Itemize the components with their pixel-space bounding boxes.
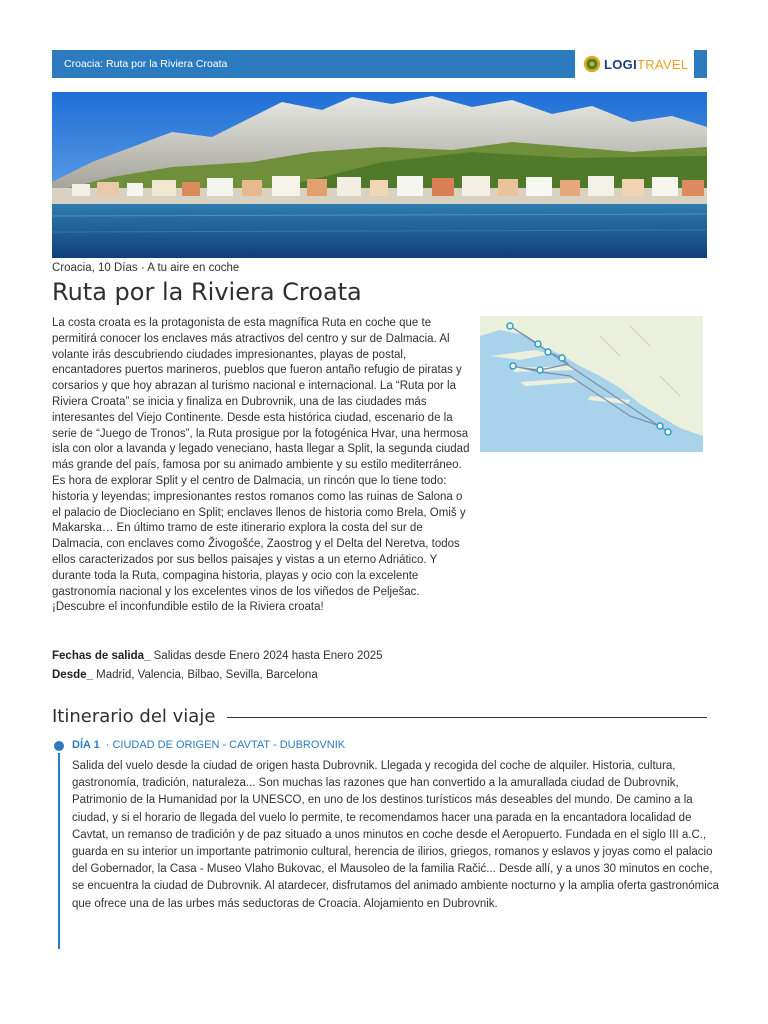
departure-dates-label: Fechas de salida_ bbox=[52, 650, 151, 662]
day-1-label: DÍA 1 bbox=[72, 739, 100, 751]
departure-cities bbox=[52, 669, 318, 681]
itinerary-title: Itinerario del viaje bbox=[52, 706, 216, 727]
departure-dates-value: Salidas desde Enero 2024 hasta Enero 2025 bbox=[153, 650, 383, 662]
logo-text-travel: TRAVEL bbox=[636, 56, 689, 72]
itinerary-divider bbox=[227, 717, 707, 718]
day-1-marker bbox=[54, 741, 64, 751]
day-1-heading bbox=[72, 739, 345, 751]
day-1-description: Salida del vuelo desde la ciudad de origen hasta Dubrovnik. Llegada y recogida del coche de alquiler. Historia, cultura, gastronomía, tradición, naturaleza... Son muchas las razones que han convertido a la amurallada ciudad de Dubrovnik, Patrimonio de la Humanidad por la UNESCO, en uno de los destinos turísticos más deseables del mundo. De camino a la ciudad, y si el horario de llegada del vuelo lo permite, te recomendamos hacer una parada en la encantadora localidad de Cavtat, un remanso de tradición y de paz situado a unos minutos en coche desde el Aeropuerto. Fundada en el siglo III a.C., guarda en su interior un importante patrimonio cultural, herencia de ilirios, griegos, romanos y eslavos y joyas como el palacio del Gobernador, la Casa - Museo Vlaho Bukovac, el Mausoleo de la familia Račić... Desde allí, y a unos 30 minutos en coche, se encuentra la ciudad de Dubrovnik. Al atardecer, disfrutamos del animado ambiente nocturno y la amplia oferta gastronómica que ofrece una de las urbes más seductoras de Croacia. Alojamiento en Dubrovnik. bbox=[72, 760, 719, 910]
document-header-bar bbox=[52, 50, 575, 78]
logo-text-logi: LOGI bbox=[604, 56, 637, 72]
logo-globe-icon bbox=[583, 55, 601, 73]
document-header-title: Croacia: Ruta por la Riviera Croata bbox=[64, 58, 228, 70]
day-1-timeline bbox=[58, 753, 60, 949]
trip-intro-text: La costa croata es la protagonista de esta magnífica Ruta en coche que te permitirá conocer los enclaves más atractivos del centro y sur de Dalmacia. Al volante irás descubriendo ciudades impresionantes, playas de postal, encantadores puertos marineros, pueblos que fueron antaño refugio de piratas y corsarios y que hoy abrazan al turismo nacional e internacional. La “Ruta por la Riviera Croata” se inicia y finaliza en Dubrovnik, una de las ciudades más interesantes del Viejo Continente. Desde esta histórica ciudad, escenario de la serie de “Juego de Tronos”, la Ruta prosigue por la fotogénica Hvar, una hermosa isla con olor a lavanda y legado veneciano, hasta llegar a Split, la segunda ciudad más grande del país, famosa por su animado ambiente y su estilo mediterráneo. Es hora de explorar Split y el centro de Dalmacia, un rincón que lo tiene todo: historia y leyendas; impresionantes restos romanos como las ruinas de Salona o el palacio de Diocleciano en Split; enclaves llenos de historia como Brela, Omiš y Makarska… En último tramo de este itinerario explora la costa del sur de Dalmacia, con enclaves como Živogošće, Zaostrog y el Delta del Neretva, todos ellos caracterizados por sus bellos paisajes y vistas a un eterno Adriático. Y durante toda la Ruta, compagina historia, playas y ocio con la excelente gastronomía nacional y los excelentes vinos de los viñedos de Pelješac. ¡Descubre el inconfundible estilo de la Riviera croata! bbox=[52, 317, 470, 614]
departure-cities-value: Madrid, Valencia, Bilbao, Sevilla, Barcelona bbox=[96, 669, 318, 681]
logitravel-logo bbox=[583, 50, 693, 78]
hero-coastal-photo bbox=[52, 92, 707, 258]
trip-subtitle: Croacia, 10 Días · A tu aire en coche bbox=[52, 262, 240, 274]
day-1-route: · CIUDAD DE ORIGEN - CAVTAT - DUBROVNIK bbox=[105, 739, 346, 751]
route-map bbox=[480, 316, 703, 452]
header-accent-block bbox=[694, 50, 707, 78]
departure-dates bbox=[52, 650, 383, 662]
trip-title: Ruta por la Riviera Croata bbox=[52, 278, 362, 306]
departure-cities-label: Desde_ bbox=[52, 669, 93, 681]
